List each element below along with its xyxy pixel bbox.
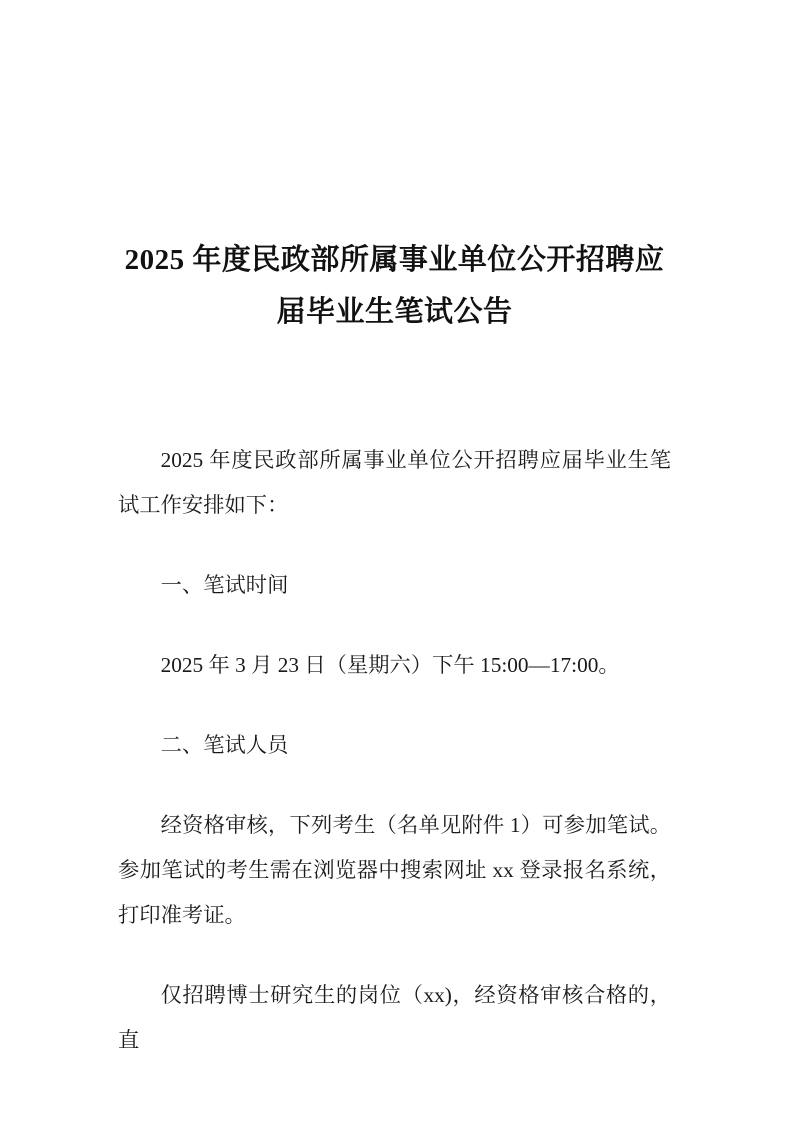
document-title	[118, 234, 671, 338]
section-heading-exam-time: 一、笔试时间	[160, 573, 289, 597]
document-title-line-2: 届毕业生笔试公告	[276, 296, 513, 328]
section-heading-exam-candidates: 二、笔试人员	[160, 733, 289, 757]
intro-paragraph: 2025 年度民政部所属事业单位公开招聘应届毕业生笔试工作安排如下：	[118, 448, 671, 517]
candidates-paragraph: 经资格审核，下列考生（名单见附件 1）可参加笔试。参加笔试的考生需在浏览器中搜索网址 xx 登录报名系统，打印准考证。	[118, 813, 671, 927]
exam-time-paragraph: 2025 年 3 月 23 日（星期六）下午 15:00—17:00。	[160, 653, 620, 677]
document-title-line-1: 2025 年度民政部所属事业单位公开招聘应	[124, 244, 665, 276]
doctoral-positions-paragraph: 仅招聘博士研究生的岗位（xx)，经资格审核合格的，直	[118, 983, 671, 1052]
